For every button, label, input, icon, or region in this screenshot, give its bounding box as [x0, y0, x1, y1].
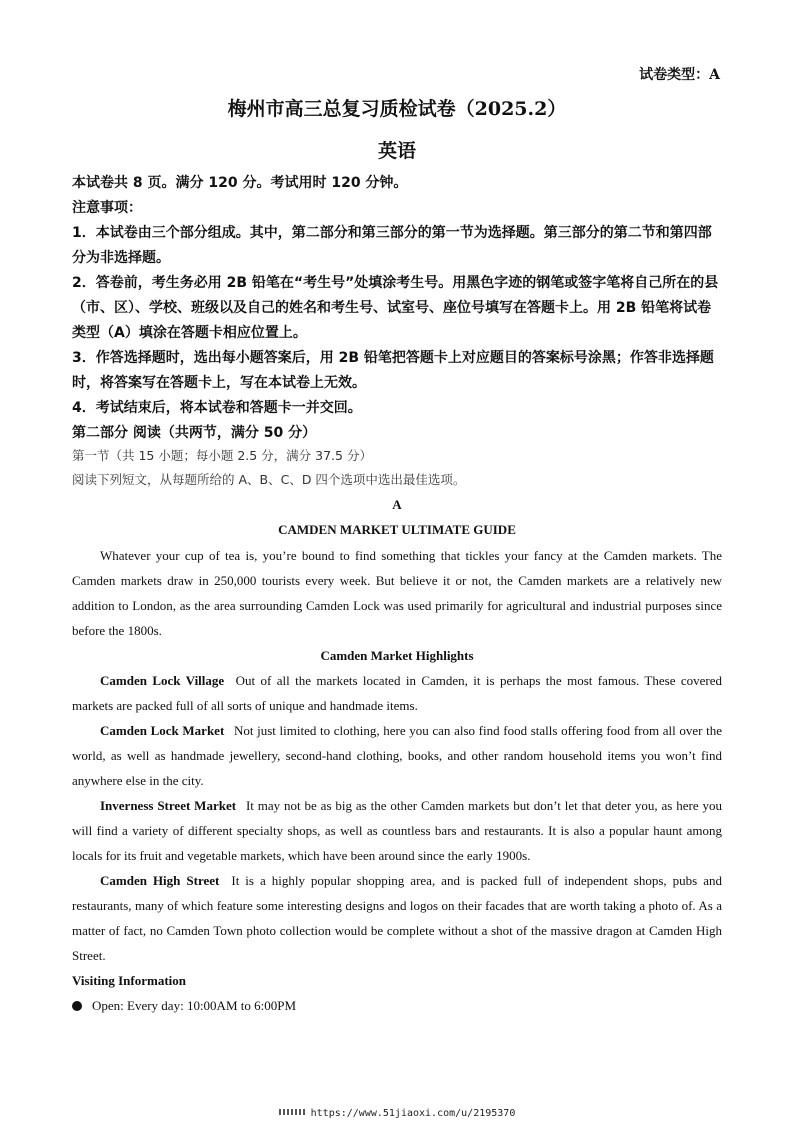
highlight-text: Not just limited to clothing, here you can also find food stalls offering food from all over the world, as well as handmade jewellery, second-hand clothing, books, and other random household items you won’t find anywhere else in the city. [72, 723, 722, 788]
highlight-text: It may not be as big as the other Camden markets but don’t let that deter you, as here you will find a variety of different specialty shops, as well as countless bars and restaurants. It is also a popular haunt among locals for its fruit and vegetable markets, which have been around since the early 1900s. [72, 798, 723, 863]
exam-title: 梅州市高三总复习质检试卷（2025.2） [227, 98, 567, 120]
instruction-item-4: 4．考试结束后，将本试卷和答题卡一并交回。 [72, 400, 362, 416]
highlight-name: Camden High Street [100, 873, 220, 888]
visiting-item-text: Open: Every day: 10:00AM to 6:00PM [92, 998, 297, 1013]
highlight-name: Camden Lock Village [100, 673, 225, 688]
section-directions [72, 444, 722, 492]
highlight-camden-lock-village [72, 668, 722, 718]
footer [0, 1108, 794, 1119]
passage-title: CAMDEN MARKET ULTIMATE GUIDE [278, 522, 516, 537]
section-subtitle: 第一节（共 15 小题；每小题 2.5 分，满分 37.5 分） [72, 448, 372, 463]
highlight-camden-high-street [72, 868, 722, 968]
bullet-icon [72, 1001, 82, 1011]
site-logo-icon [279, 1109, 305, 1115]
paper-type-label: 试卷类型：A [639, 67, 720, 83]
passage-intro: Whatever your cup of tea is, you’re bound to find something that tickles your fancy at the Camden markets. The Camden markets draw in 250,000 tourists every week. But believe it or not, the Camden markets are a relatively new addition to London, as the area surrounding Camden Lock was used primarily for agricultural and industrial purposes since before the 1800s. [72, 548, 722, 638]
instructions-heading: 注意事项： [72, 200, 142, 216]
highlight-text: Out of all the markets located in Camden, it is perhaps the most famous. These covered markets are packed full of all sorts of unique and handmade items. [72, 673, 723, 713]
instructions-summary: 本试卷共 8 页。满分 120 分。考试用时 120 分钟。 [72, 175, 408, 191]
instruction-item-2: 2．答卷前，考生务必用 2B 铅笔在“考生号”处填涂考生号。用黑色字迹的钢笔或签字笔将自己所在的县（市、区）、学校、班级以及自己的姓名和考生号、试室号、座位号填写在答题卡上。用 2B 铅笔将试卷类型（A）填涂在答题卡相应位置上。 [72, 275, 719, 341]
subject-title: 英语 [377, 140, 416, 162]
highlight-name: Camden Lock Market [100, 723, 225, 738]
instruction-item-3: 3．作答选择题时，选出每小题答案后，用 2B 铅笔把答题卡上对应题目的答案标号涂黑；作答非选择题时，将答案写在答题卡上，写在本试卷上无效。 [72, 350, 714, 391]
highlight-inverness-street-market [72, 793, 722, 868]
footer-url[interactable]: https://www.51jiaoxi.com/u/2195370 [310, 1108, 516, 1119]
highlight-name: Inverness Street Market [100, 798, 237, 813]
instruction-item-1: 1．本试卷由三个部分组成。其中，第二部分和第三部分的第一节为选择题。第三部分的第二节和第四部分为非选择题。 [72, 225, 712, 266]
visiting-item [72, 993, 722, 1018]
highlight-camden-lock-market [72, 718, 722, 793]
passage-body [72, 543, 722, 1018]
highlights-title: Camden Market Highlights [320, 648, 474, 663]
part-title: 第二部分 阅读（共两节，满分 50 分） [72, 425, 317, 441]
visiting-title: Visiting Information [72, 973, 186, 988]
highlight-text: It is a highly popular shopping area, and is packed full of independent shops, pubs and restaurants, many of which feature some interesting designs and logos on their facades that are worth taking a photo of. As a matter of fact, no Camden Town photo collection would be complete without a shot of the massive dragon at Camden High Street. [72, 873, 722, 963]
passage-letter: A [392, 497, 402, 512]
section-direction: 阅读下列短文，从每题所给的 A、B、C、D 四个选项中选出最佳选项。 [72, 472, 466, 487]
instructions [72, 171, 722, 446]
